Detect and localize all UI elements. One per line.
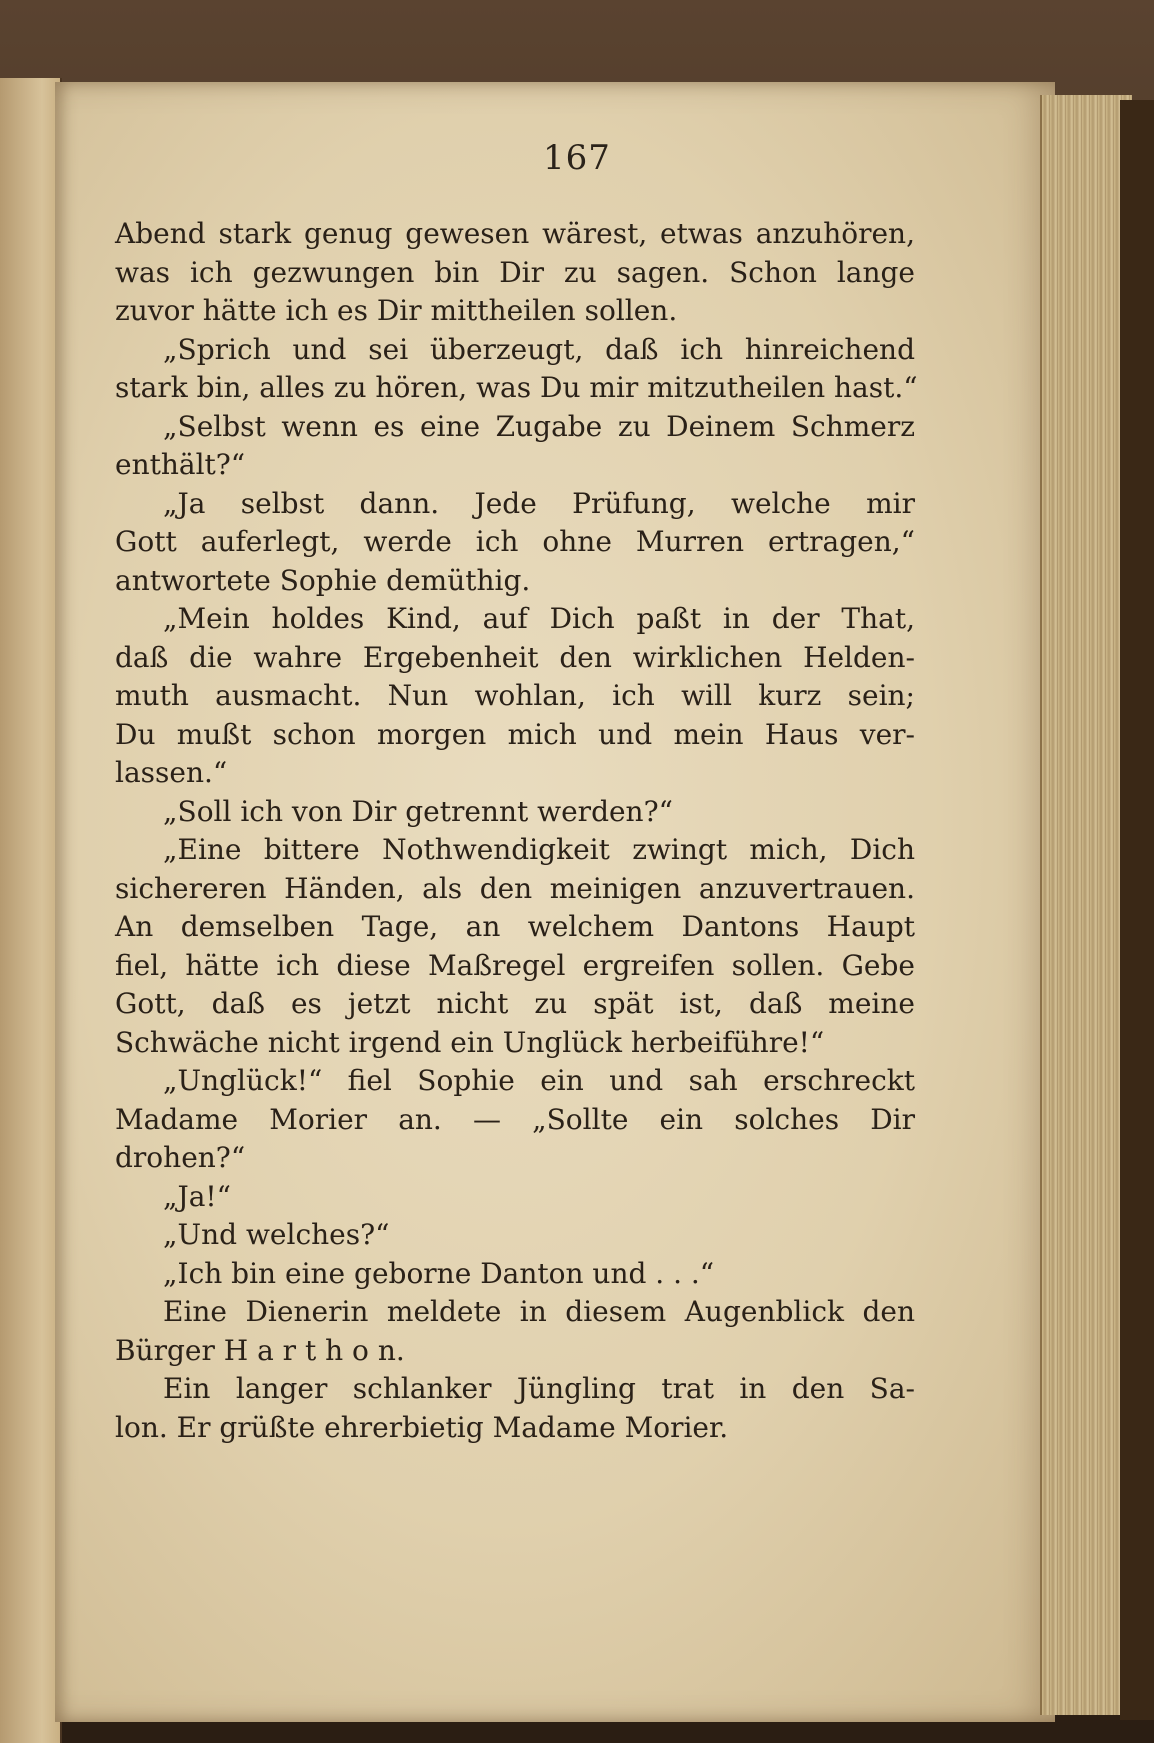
- left-page-edge: [0, 78, 62, 1743]
- text-line: Schwäche nicht irgend ein Unglück herbeiführe!“: [115, 1025, 825, 1059]
- text-line: „Eine bittere Nothwendigkeit zwingt mich, Dich: [163, 833, 915, 866]
- text-line: Gott, daß es jetzt nicht zu spät ist, daß meine: [115, 987, 915, 1020]
- text-line: „Ja selbst dann. Jede Prüfung, welche mir: [163, 486, 915, 520]
- page-number: 167: [543, 138, 611, 178]
- text-line: „Ja!“: [163, 1179, 231, 1213]
- text-line: stark bin, alles zu hören, was Du mir mitzutheilen hast.“: [115, 371, 918, 404]
- text-line: Gott auferlegt, werde ich ohne Murren ertragen,“: [115, 525, 915, 558]
- text-line: Madame Morier an. — „Sollte ein solches Dir: [115, 1102, 915, 1136]
- text-line: „Soll ich von Dir getrennt werden?“: [163, 794, 673, 828]
- text-line: muth ausmacht. Nun wohlan, ich will kurz sein;: [115, 679, 915, 712]
- body-text: [115, 215, 918, 1447]
- text-line: „Mein holdes Kind, auf Dich paßt in der That,: [163, 602, 915, 635]
- text-line: Du mußt schon morgen mich und mein Haus ver-: [115, 717, 915, 751]
- text-line: enthält?“: [115, 448, 246, 481]
- text-line: Bürger H a r t h o n.: [115, 1333, 405, 1367]
- text-line: „Selbst wenn es eine Zugabe zu Deinem Schmerz: [163, 409, 915, 443]
- text-line: drohen?“: [115, 1141, 246, 1174]
- text-line: fiel, hätte ich diese Maßregel ergreifen sollen. Gebe: [115, 948, 915, 982]
- text-line: „Sprich und sei überzeugt, daß ich hinreichend: [163, 332, 915, 366]
- text-line: Abend stark genug gewesen wärest, etwas anzuhören,: [115, 217, 915, 250]
- text-line: daß die wahre Ergebenheit den wirklichen Helden-: [115, 640, 915, 674]
- text-line: zuvor hätte ich es Dir mittheilen sollen.: [115, 294, 678, 327]
- text-line: antwortete Sophie demüthig.: [115, 563, 531, 597]
- text-line: An demselben Tage, an welchem Dantons Haupt: [115, 910, 915, 943]
- text-line: „Unglück!“ fiel Sophie ein und sah erschreckt: [163, 1064, 915, 1097]
- binding-edge: [1120, 100, 1154, 1720]
- text-line: „Und welches?“: [163, 1218, 390, 1251]
- page-stack-edges: [1040, 95, 1132, 1715]
- text-line: lassen.“: [115, 756, 228, 789]
- text-line: Eine Dienerin meldete in diesem Augenblick den: [163, 1295, 915, 1328]
- text-line: lon. Er grüßte ehrerbietig Madame Morier.: [115, 1410, 729, 1444]
- text-line: Ein langer schlanker Jüngling trat in den Sa-: [163, 1372, 915, 1405]
- text-line: sichereren Händen, als den meinigen anzuvertrauen.: [115, 871, 915, 905]
- text-line: was ich gezwungen bin Dir zu sagen. Schon lange: [115, 255, 915, 289]
- text-line: „Ich bin eine geborne Danton und . . .“: [163, 1256, 715, 1290]
